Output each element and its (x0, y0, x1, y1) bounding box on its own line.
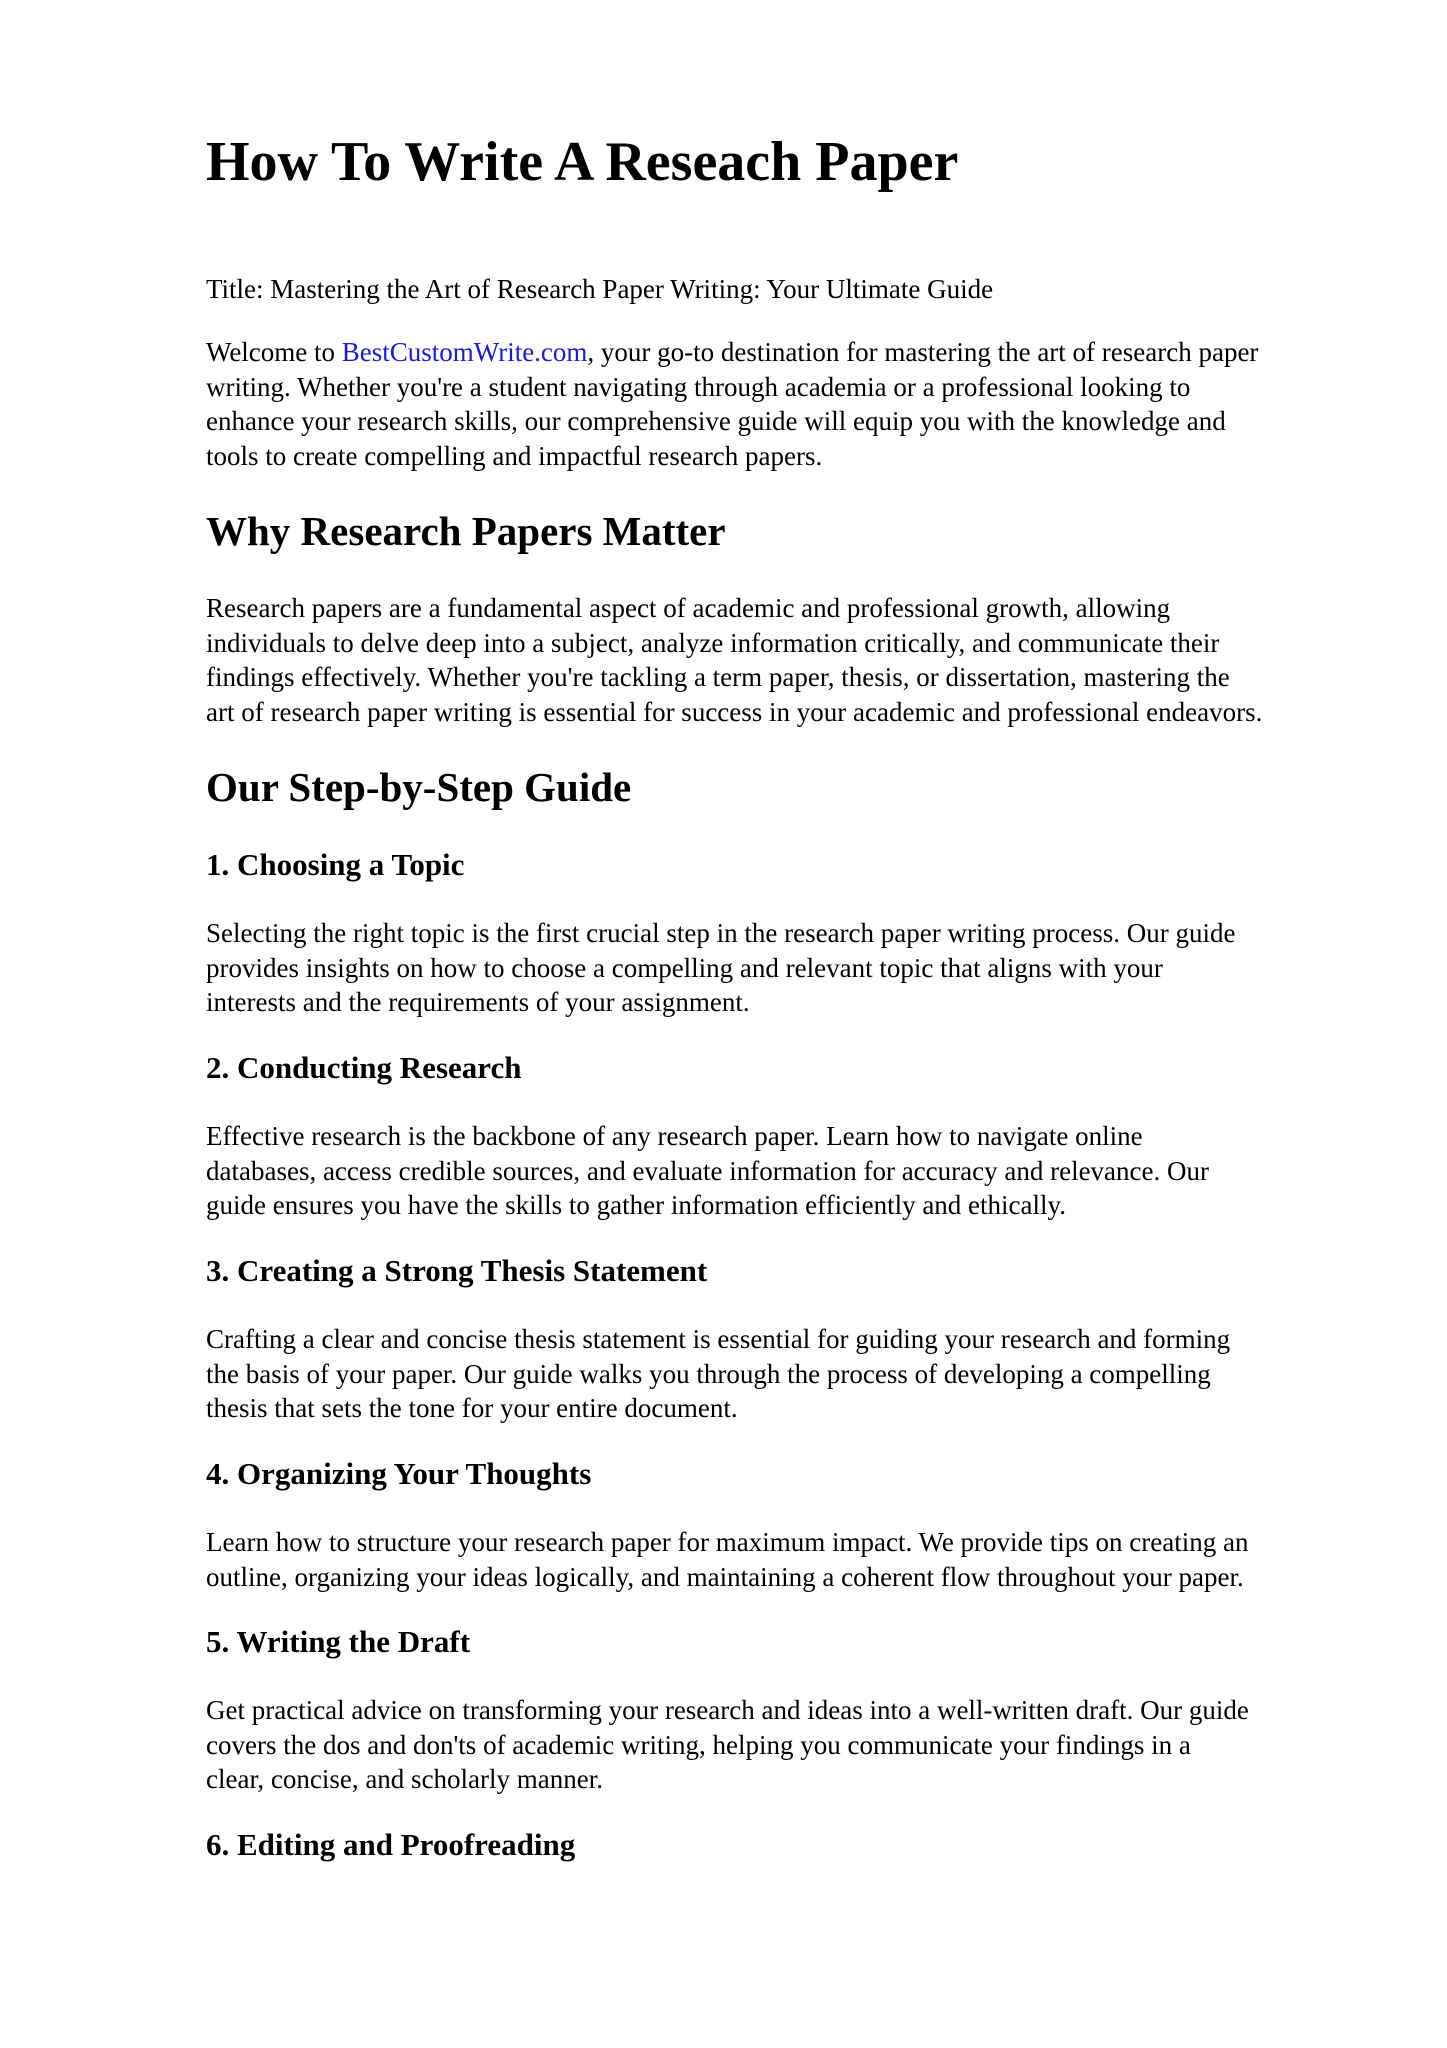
intro-line-3: enhance your research skills, our comprehensive guide will equip you with the knowledge and (206, 406, 1226, 437)
step-line: Learn how to structure your research paper for maximum impact. We provide tips on creating an (206, 1527, 1249, 1557)
step-line: interests and the requirements of your assignment. (206, 987, 750, 1018)
bestcustomwrite-link[interactable]: BestCustomWrite.com (341, 337, 588, 367)
step-2-paragraph (206, 1119, 1356, 1223)
step-line: clear, concise, and scholarly manner. (206, 1764, 603, 1795)
step-3-paragraph (206, 1322, 1356, 1426)
step-1-heading: 1. Choosing a Topic (206, 847, 465, 882)
step-line: thesis that sets the tone for your entire document. (206, 1393, 738, 1424)
step-line: Crafting a clear and concise thesis statement is essential for guiding your research and forming (206, 1324, 1231, 1354)
intro-prefix: Welcome to (206, 337, 342, 367)
document-subtitle (206, 272, 1356, 307)
step-line: Get practical advice on transforming your research and ideas into a well-written draft. Our guide (206, 1695, 1249, 1725)
why-heading: Why Research Papers Matter (206, 508, 726, 554)
step-line: Selecting the right topic is the first crucial step in the research paper writing process. Our guide (206, 918, 1236, 948)
step-line: Effective research is the backbone of any research paper. Learn how to navigate online (206, 1121, 1143, 1151)
step-line: the basis of your paper. Our guide walks you through the process of developing a compelling (206, 1358, 1211, 1389)
intro-line-1 (206, 335, 1356, 370)
step-6-heading: 6. Editing and Proofreading (206, 1827, 576, 1862)
why-line: individuals to delve deep into a subject, analyze information critically, and communicate their (206, 627, 1220, 658)
step-line: guide ensures you have the skills to gather information efficiently and ethically. (206, 1190, 1067, 1221)
step-4-heading: 4. Organizing Your Thoughts (206, 1456, 592, 1491)
subtitle-line: Title: Mastering the Art of Research Paper Writing: Your Ultimate Guide (206, 274, 994, 304)
step-line: covers the dos and don'ts of academic writing, helping you communicate your findings in a (206, 1729, 1191, 1760)
why-line: art of research paper writing is essential for success in your academic and professional endeavors. (206, 697, 1263, 728)
step-1-paragraph (206, 916, 1356, 1020)
step-5-heading: 5. Writing the Draft (206, 1624, 471, 1659)
step-4-paragraph (206, 1525, 1356, 1594)
page-title: How To Write A Reseach Paper (206, 131, 959, 193)
why-paragraph (206, 591, 1356, 730)
step-line: outline, organizing your ideas logically, and maintaining a coherent flow throughout your paper. (206, 1561, 1244, 1592)
why-line: Research papers are a fundamental aspect of academic and professional growth, allowing (206, 593, 1171, 623)
intro-line-4: tools to create compelling and impactful research papers. (206, 441, 823, 472)
intro-line-2: writing. Whether you're a student navigating through academia or a professional looking to (206, 371, 1191, 402)
step-5-paragraph (206, 1693, 1356, 1797)
step-line: provides insights on how to choose a compelling and relevant topic that aligns with your (206, 952, 1163, 983)
intro-line-1-suffix: , your go-to destination for mastering the art of research paper (587, 337, 1259, 367)
step-3-heading: 3. Creating a Strong Thesis Statement (206, 1253, 708, 1288)
step-line: databases, access credible sources, and evaluate information for accuracy and relevance. Our (206, 1155, 1209, 1186)
step-2-heading: 2. Conducting Research (206, 1050, 522, 1085)
intro-paragraph (206, 335, 1356, 474)
why-line: findings effectively. Whether you're tackling a term paper, thesis, or dissertation, mastering the (206, 662, 1230, 693)
guide-heading: Our Step-by-Step Guide (206, 764, 632, 810)
